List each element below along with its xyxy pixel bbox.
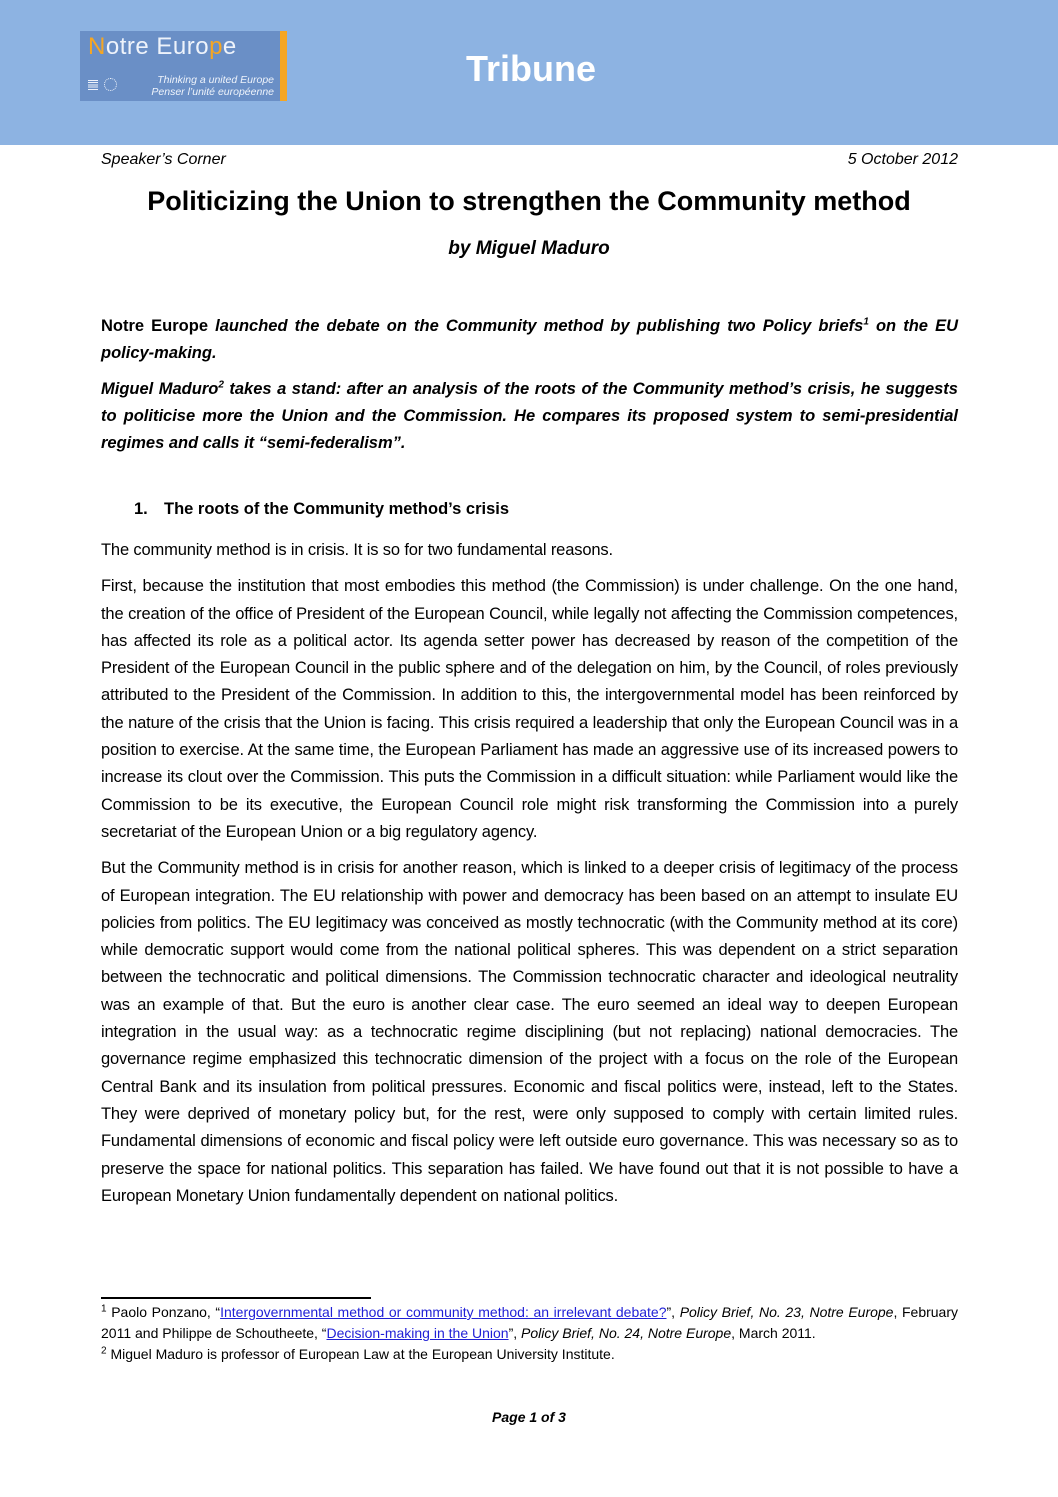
- footnotes: [101, 1302, 958, 1365]
- article-byline: by Miguel Maduro: [448, 238, 610, 259]
- footnote-ref-1[interactable]: 1: [863, 316, 869, 328]
- footnote-link-schoutheete[interactable]: Decision-making in the Union: [326, 1325, 509, 1341]
- page-number: Page 1 of 3: [492, 1409, 566, 1425]
- body-paragraph: But the Community method is in crisis for another reason, which is linked to a deeper crisis of legitimacy of the process of European integration. The EU relationship with power and democracy has been based on an attempt to insulate EU policies from politics. The EU legitimacy was conceived as mostly technocratic (with the Community method at its core) while democratic support would come from the national political spheres. This was dependent on a strict separation between the technocratic and political dimensions. The Commission technocratic character and ideological neutrality was an example of that. But the euro is another clear case. The euro seemed an ideal way to deepen European integration in the usual way: as a technocratic regime disciplining (but not replacing) national democracies. The governance regime emphasized this technocratic dimension of the project with a focus on the role of the European Central Bank and its insulation from political pressures. Economic and fiscal politics were, instead, left to the States. They were deprived of monetary policy but, for the rest, were only supposed to comply with certain limited rules. Fundamental dimensions of economic and fiscal policy were left outside euro governance. This was necessary so as to preserve the space for national politics. This separation has failed. We have found out that it is not possible to have a European Monetary Union fundamentally dependent on national politics.: [101, 859, 958, 1205]
- footnote-ref-2[interactable]: 2: [218, 379, 224, 391]
- notre-europe-logo: [80, 31, 280, 101]
- article-lede: [101, 313, 958, 466]
- series-title: Tribune: [466, 48, 597, 89]
- lede-paragraph-2: Miguel Maduro$^2$ takes a stand: after an analysis of the roots of the Community method’s crisis, he suggests to politicise more the Union and the Commission. He compares its proposed system to semi-presidential regimes and calls it “semi-federalism”.: [101, 379, 958, 452]
- article-body: [101, 537, 958, 1219]
- logo-tagline-fr: Penser l’unité européenne: [151, 86, 274, 98]
- section-label: Speaker’s Corner: [101, 151, 226, 168]
- eu-stars-icon: [104, 78, 117, 91]
- logo-wordmark: Notre Europe: [88, 33, 237, 60]
- footnote-2: $^2$ Miguel Maduro is professor of European Law at the European University Institute.: [101, 1345, 615, 1362]
- logo-accent-bar: [280, 31, 287, 101]
- publication-date: 5 October 2012: [847, 151, 958, 168]
- body-paragraph: First, because the institution that most embodies this method (the Commission) is under challenge. On the one hand, the creation of the office of President of the European Council, while legally not affecting the Commission competences, has affected its role as a political actor. Its agenda setter power has decreased by reason of the competition of the President of the European Council in the public sphere and of the delegation on him, by the Council, of roles previously attributed to the President of the Commission. In addition to this, the intergovernmental model has been reinforced by the nature of the crisis that the Union is facing. This crisis required a leadership that only the European Council was in a position to exercise. At the same time, the European Parliament has made an aggressive use of its increased powers to increase its clout over the Commission. This puts the Commission in a difficult situation: while Parliament would like the Commission to be its executive, the European Council role might risk transforming the Commission into a purely secretariat of the European Union or a big regulatory agency.: [101, 577, 958, 841]
- footnote-separator: [101, 1297, 371, 1299]
- lede-paragraph-1: Notre Europe launched the debate on the Community method by publishing two Policy briefs$^1$ on the EU policy-making.: [101, 316, 958, 362]
- header-band: [0, 0, 1058, 145]
- footnote-1: $^1$ Paolo Ponzano, “Intergovernmental method or community method: an irrelevant debate?”, Policy Brief, No. 23, Notre Europe, February 2011 and Philippe de Schoutheete, “Decision-making in the Union”, Policy Brief, No. 24, Notre Europe, March 2011.: [101, 1303, 959, 1341]
- body-paragraph: The community method is in crisis. It is so for two fundamental reasons.: [101, 541, 613, 559]
- footnote-link-ponzano[interactable]: Intergovernmental method or community method: an irrelevant debate?: [220, 1304, 667, 1320]
- document-icon: [88, 80, 98, 91]
- article-title: Politicizing the Union to strengthen the Community method: [147, 186, 911, 216]
- section-heading: 1. The roots of the Community method’s crisis: [134, 500, 510, 518]
- logo-tagline-en: Thinking a united Europe: [157, 74, 274, 86]
